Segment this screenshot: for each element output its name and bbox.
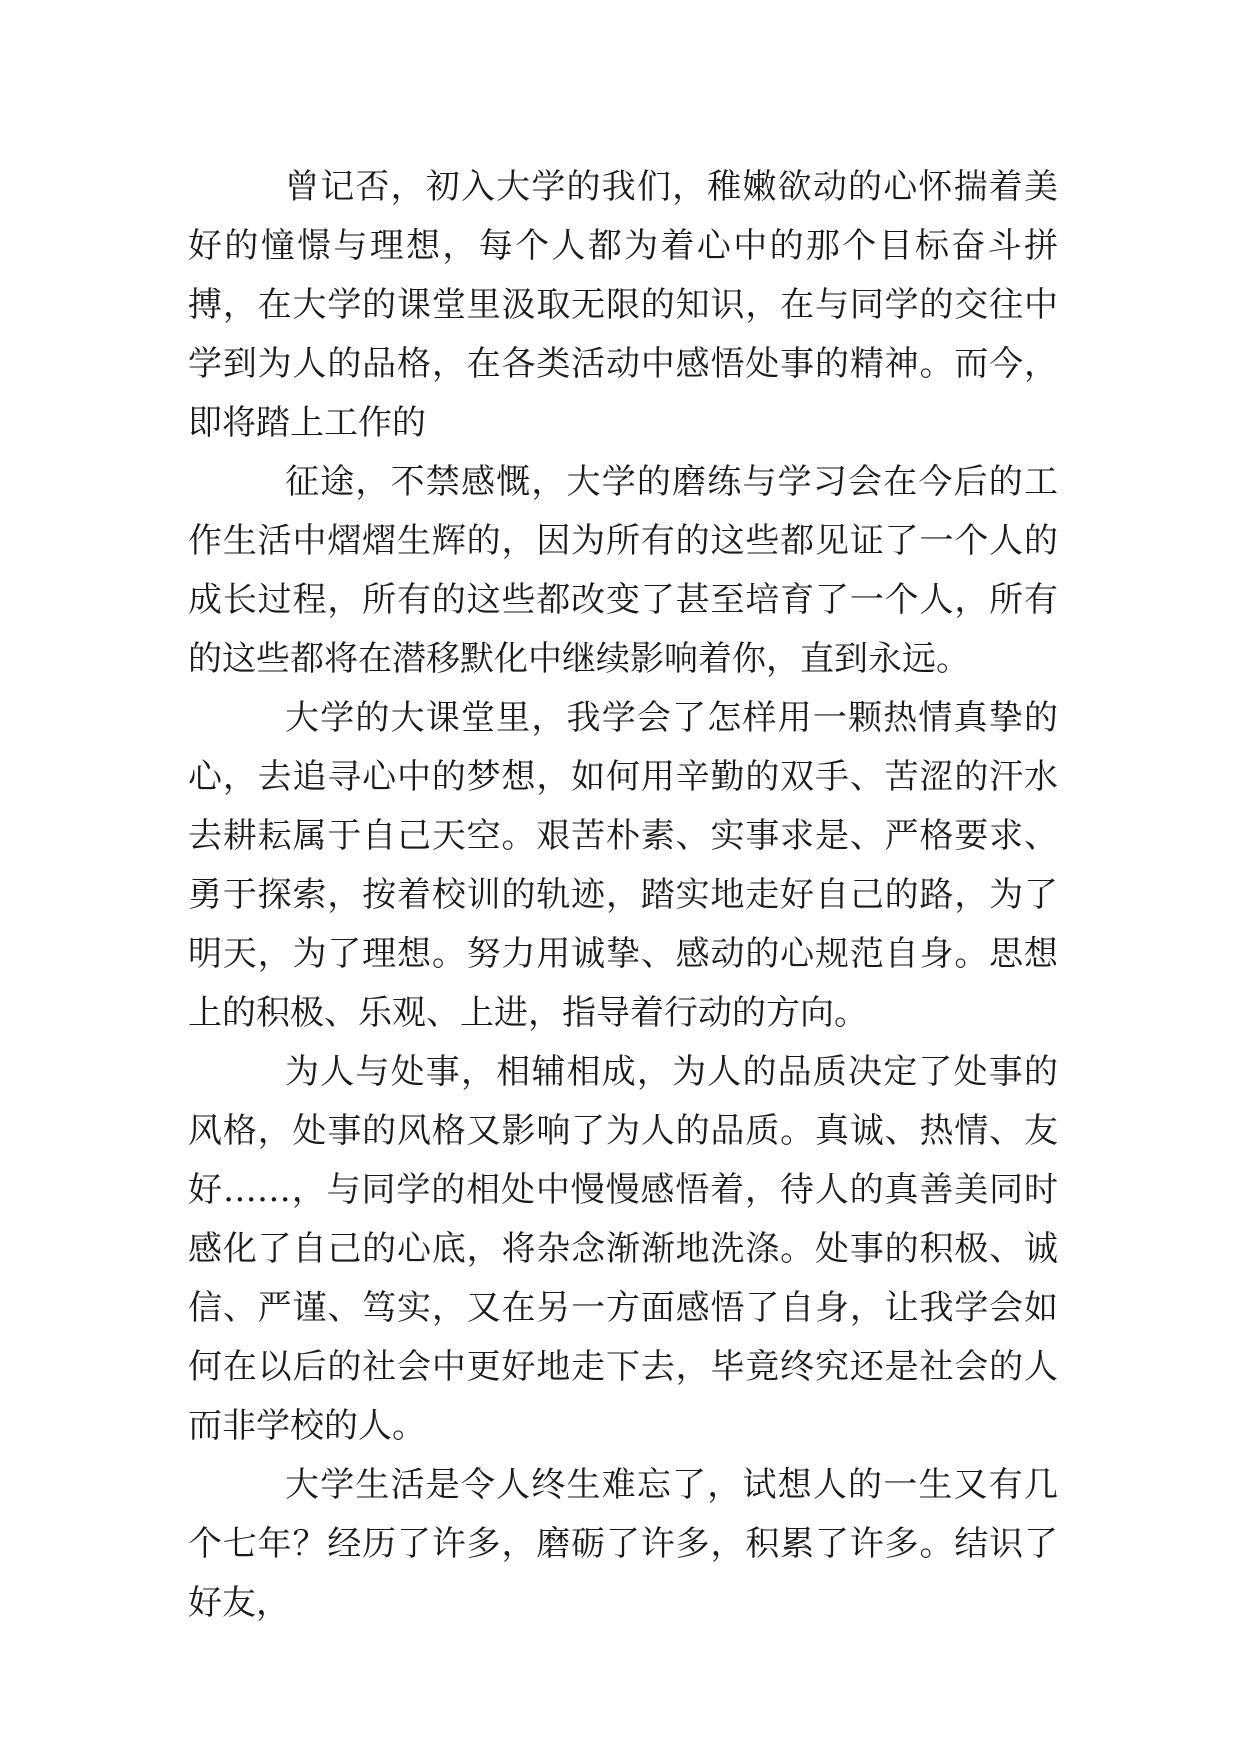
document-body [188,158,1058,1633]
paragraph-5: 大学生活是令人终生难忘了，试想人的一生又有几个七年？经历了许多，磨砺了许多，积累了许多。结识了好友， [188,1465,1058,1623]
paragraph-2: 征途，不禁感慨，大学的磨练与学习会在今后的工作生活中熠熠生辉的，因为所有的这些都见证了一个人的成长过程，所有的这些都改变了甚至培育了一个人，所有的这些都将在潜移默化中继续影响着你，直到永远。 [188,462,1058,679]
paragraph-4: 为人与处事，相辅相成，为人的品质决定了处事的风格，处事的风格又影响了为人的品质。真诚、热情、友好……，与同学的相处中慢慢感悟着，待人的真善美同时感化了自己的心底，将杂念渐渐地洗涤。处事的积极、诚信、严谨、笃实，又在另一方面感悟了自身，让我学会如何在以后的社会中更好地走下去，毕竟终究还是社会的人而非学校的人。 [188,1052,1058,1446]
paragraph-1: 曾记否，初入大学的我们，稚嫩欲动的心怀揣着美好的憧憬与理想，每个人都为着心中的那个目标奋斗拼搏，在大学的课堂里汲取无限的知识，在与同学的交往中学到为人的品格，在各类活动中感悟处事的精神。而今，即将踏上工作的 [188,167,1058,443]
paragraph-3: 大学的大课堂里，我学会了怎样用一颗热情真挚的心，去追寻心中的梦想，如何用辛勤的双手、苦涩的汗水去耕耘属于自己天空。艰苦朴素、实事求是、严格要求、勇于探索，按着校训的轨迹，踏实地走好自己的路，为了明天，为了理想。努力用诚挚、感动的心规范自身。思想上的积极、乐观、上进，指导着行动的方向。 [188,698,1058,1033]
